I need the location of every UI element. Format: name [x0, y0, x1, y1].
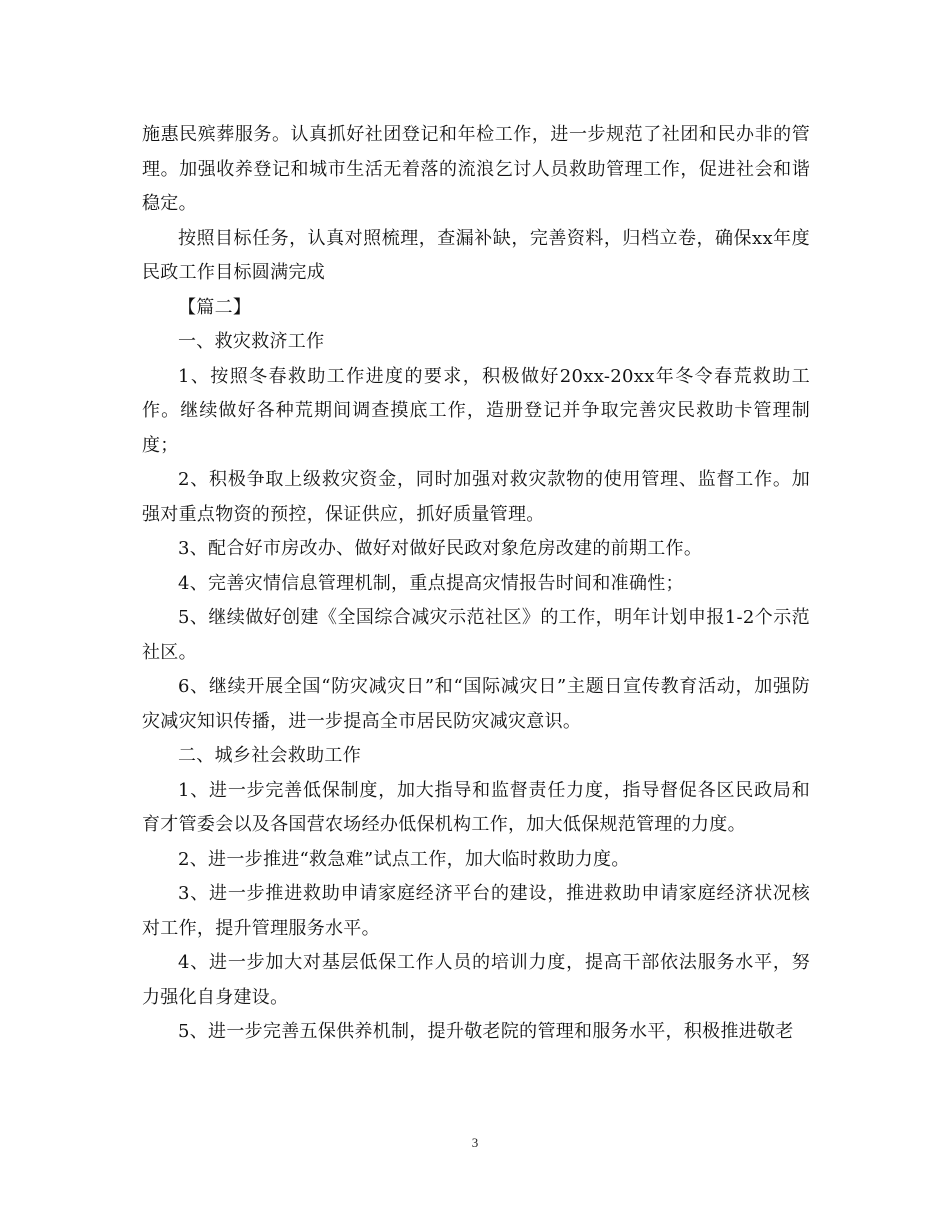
- paragraph-assistance-item-3: 3、进一步推进救助申请家庭经济平台的建设，推进救助申请家庭经济状况核对工作，提升管理服务水平。: [142, 883, 810, 939]
- section-heading-part-two: 【篇二】: [178, 296, 252, 318]
- document-body: [142, 118, 810, 1050]
- paragraph-relief-item-3: 3、配合好市房改办、做好对做好民政对象危房改建的前期工作。: [178, 538, 703, 559]
- paragraph-relief-item-6: 6、继续开展全国“防灾减灾日”和“国际减灾日”主题日宣传教育活动，加强防灾减灾知识传播，进一步提高全市居民防灾减灾意识。: [142, 676, 810, 732]
- paragraph-assistance-item-5: 5、进一步完善五保供养机制，提升敬老院的管理和服务水平，积极推进敬老: [178, 1021, 794, 1042]
- paragraph-2: 按照目标任务，认真对照梳理，查漏补缺，完善资料，归档立卷，确保xx年度民政工作目标圆满完成: [142, 227, 810, 283]
- paragraph-assistance-item-1: 1、进一步完善低保制度，加大指导和监督责任力度，指导督促各区民政局和育才管委会以及各国营农场经办低保机构工作，加大低保规范管理的力度。: [142, 779, 810, 835]
- paragraph-relief-item-2: 2、积极争取上级救灾资金，同时加强对救灾款物的使用管理、监督工作。加强对重点物资的预控，保证供应，抓好质量管理。: [142, 469, 810, 525]
- section-heading-social-assistance: 二、城乡社会救助工作: [178, 745, 361, 766]
- paragraph-assistance-item-4: 4、进一步加大对基层低保工作人员的培训力度，提高干部依法服务水平，努力强化自身建设。: [142, 952, 810, 1008]
- section-heading-disaster-relief: 一、救灾救济工作: [178, 331, 325, 352]
- page-number: 3: [471, 1135, 479, 1150]
- paragraph-relief-item-1: 1、按照冬春救助工作进度的要求，积极做好20xx-20xx年冬令春荒救助工作。继续做好各种荒期间调查摸底工作，造册登记并争取完善灾民救助卡管理制度；: [142, 365, 810, 456]
- paragraph-1: 施惠民殡葬服务。认真抓好社团登记和年检工作，进一步规范了社团和民办非的管理。加强收养登记和城市生活无着落的流浪乞讨人员救助管理工作，促进社会和谐稳定。: [142, 124, 810, 214]
- paragraph-assistance-item-2: 2、进一步推进“救急难”试点工作，加大临时救助力度。: [178, 848, 630, 870]
- paragraph-relief-item-5: 5、继续做好创建《全国综合减灾示范社区》的工作，明年计划申报1-2个示范社区。: [142, 607, 810, 663]
- paragraph-relief-item-4: 4、完善灾情信息管理机制，重点提高灾情报告时间和准确性；: [178, 572, 684, 594]
